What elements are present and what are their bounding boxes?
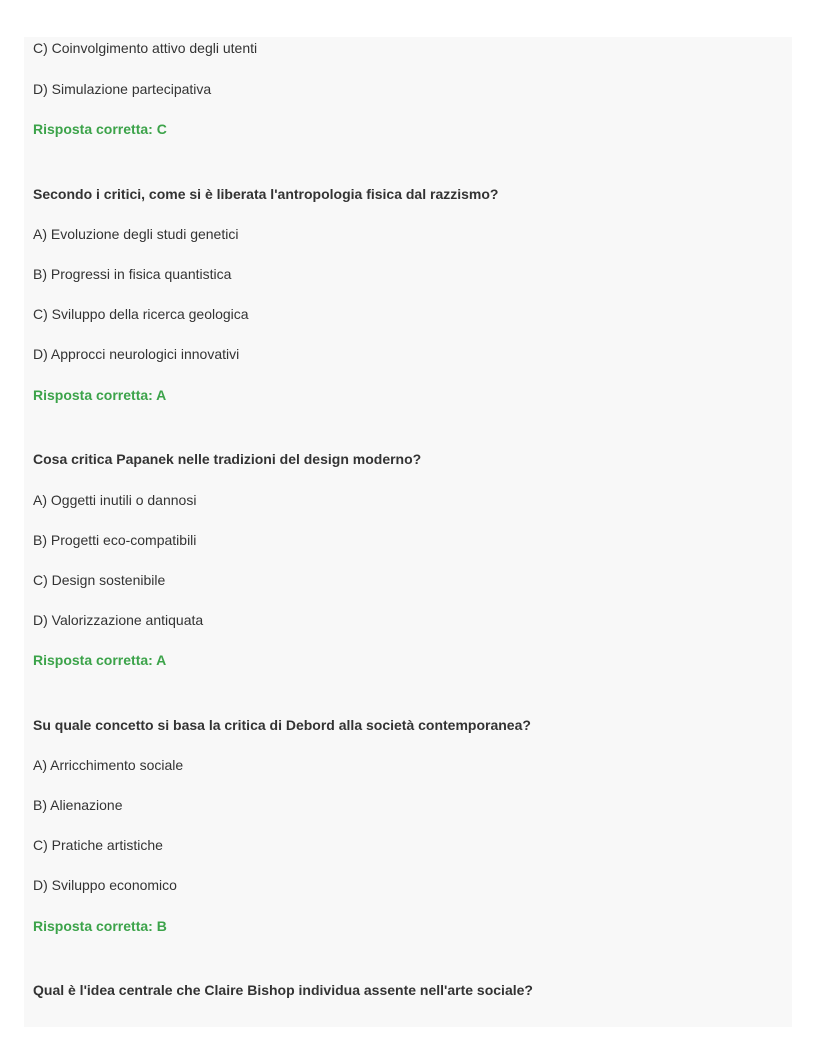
correct-answer: Risposta corretta: A	[33, 652, 167, 668]
option-b: B) Alienazione	[33, 797, 123, 813]
question-title: Cosa critica Papanek nelle tradizioni del design moderno?	[33, 451, 422, 467]
option-c: C) Sviluppo della ricerca geologica	[33, 306, 249, 322]
option-b: B) Progetti eco-compatibili	[33, 532, 197, 548]
option-d: D) Sviluppo economico	[33, 877, 177, 893]
option-c: C) Coinvolgimento attivo degli utenti	[33, 40, 258, 56]
option-a: A) Arricchimento sociale	[33, 757, 184, 773]
correct-answer: Risposta corretta: C	[33, 121, 167, 137]
option-d: D) Approcci neurologici innovativi	[33, 346, 240, 362]
correct-answer: Risposta corretta: B	[33, 918, 167, 934]
question-title: Secondo i critici, come si è liberata l'antropologia fisica dal razzismo?	[33, 186, 499, 202]
option-a: A) Oggetti inutili o dannosi	[33, 492, 197, 508]
correct-answer: Risposta corretta: A	[33, 387, 167, 403]
option-c: C) Design sostenibile	[33, 572, 166, 588]
question-title: Qual è l'idea centrale che Claire Bishop individua assente nell'arte sociale?	[33, 982, 533, 998]
question-title: Su quale concetto si basa la critica di Debord alla società contemporanea?	[33, 717, 531, 733]
option-c: C) Pratiche artistiche	[33, 837, 163, 853]
option-d: D) Simulazione partecipativa	[33, 81, 212, 97]
option-a: A) Evoluzione degli studi genetici	[33, 226, 239, 242]
option-b: B) Progressi in fisica quantistica	[33, 266, 232, 282]
option-d: D) Valorizzazione antiquata	[33, 612, 204, 628]
